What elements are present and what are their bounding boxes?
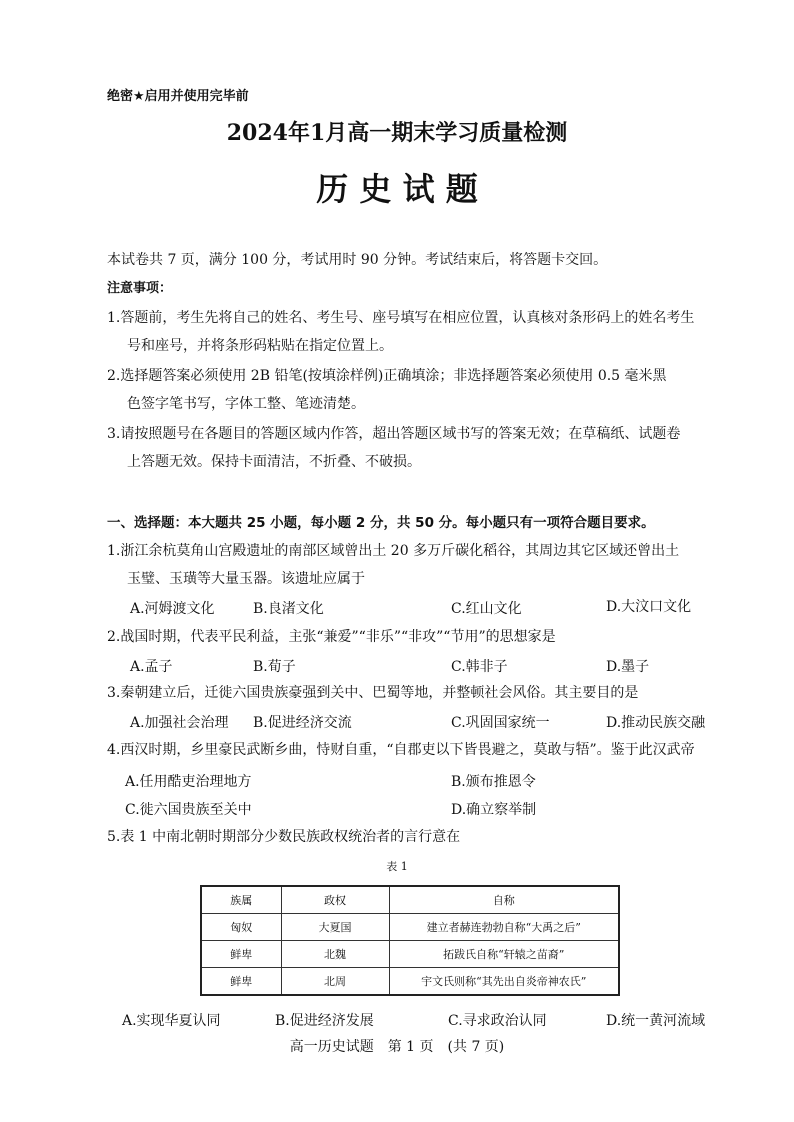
q1-option-d: D.大汶口文化 [606, 599, 692, 615]
table-cell: 鲜卑 [201, 941, 281, 968]
q5-option-d: D.统一黄河流域 [606, 1013, 706, 1029]
question-3: 3.秦朝建立后，迁徙六国贵族豪强到关中、巴蜀等地，并整顿社会风俗。其主要目的是 [107, 685, 639, 701]
note-2: 2.选择题答案必须使用 2B 铅笔(按填涂样例)正确填涂；非选择题答案必须使用 0.5 毫米黑 [107, 368, 667, 384]
table-cell: 宇文氏则称“其先出自炎帝神农氏” [389, 968, 619, 996]
q5-option-c: C.寻求政治认同 [448, 1013, 547, 1029]
q2-option-a: A.孟子 [130, 659, 173, 675]
table-cell: 北周 [281, 968, 389, 996]
header-cell: 族属 [201, 886, 281, 914]
subject-title: 历 史 试 题 [316, 170, 478, 208]
table-cell: 北魏 [281, 941, 389, 968]
q3-option-d: D.推动民族交融 [606, 715, 706, 731]
q1-option-b: B.良渚文化 [253, 601, 324, 617]
section-heading: 一、选择题：本大题共 25 小题，每小题 2 分，共 50 分。每小题只有一项符合题目要求。 [107, 515, 655, 531]
q4-option-c: C.徙六国贵族至关中 [125, 802, 252, 818]
question-2: 2.战国时期，代表平民利益，主张“兼爱”“非乐”“非攻”“节用”的思想家是 [107, 629, 556, 645]
header-cell: 政权 [281, 886, 389, 914]
q4-option-a: A.任用酷吏治理地方 [125, 774, 252, 790]
exam-title: 2024年1月高一期末学习质量检测 [226, 120, 568, 146]
q5-option-b: B.促进经济发展 [275, 1013, 374, 1029]
intro-text: 本试卷共 7 页，满分 100 分，考试用时 90 分钟。考试结束后，将答题卡交回。 [107, 252, 608, 268]
table-1 [200, 885, 620, 996]
question-5: 5.表 1 中南北朝时期部分少数民族政权统治者的言行意在 [107, 829, 461, 845]
note-3: 3.请按照题号在各题目的答题区域内作答，超出答题区域书写的答案无效；在草稿纸、试题卷 [107, 426, 681, 442]
q2-option-d: D.墨子 [606, 659, 650, 675]
note-2-cont: 色签字笔书写，字体工整、笔迹清楚。 [127, 396, 365, 412]
table-cell: 鲜卑 [201, 968, 281, 996]
table-cell: 建立者赫连勃勃自称“大禹之后” [389, 914, 619, 941]
q1-option-c: C.红山文化 [451, 601, 522, 617]
question-1-cont: 玉璧、玉璜等大量玉器。该遗址应属于 [127, 571, 365, 587]
page-footer: 高一历史试题 第 1 页 (共 7 页) [289, 1039, 505, 1055]
note-3-cont: 上答题无效。保持卡面清洁，不折叠、不破损。 [127, 454, 421, 470]
table-row [201, 914, 619, 941]
header-cell: 自称 [389, 886, 619, 914]
q4-option-b: B.颁布推恩令 [451, 774, 536, 790]
notes-title: 注意事项： [107, 281, 173, 296]
question-4: 4.西汉时期，乡里豪民武断乡曲，恃财自重，“自郡吏以下皆畏避之，莫敢与牾”。鉴于此汉武帝 [107, 742, 695, 758]
q5-option-a: A.实现华夏认同 [122, 1013, 221, 1029]
q3-option-a: A.加强社会治理 [130, 715, 229, 731]
note-1-cont: 号和座号，并将条形码粘贴在指定位置上。 [127, 338, 393, 354]
q1-option-a: A.河姆渡文化 [130, 601, 215, 617]
q4-option-d: D.确立察举制 [451, 802, 537, 818]
table-cell: 大夏国 [281, 914, 389, 941]
table-header-row [201, 886, 619, 914]
note-1: 1.答题前，考生先将自己的姓名、考生号、座号填写在相应位置，认真核对条形码上的姓名考生 [107, 310, 695, 326]
table-row [201, 941, 619, 968]
q3-option-b: B.促进经济交流 [253, 715, 352, 731]
table-cell: 拓跋氏自称“轩辕之苗裔” [389, 941, 619, 968]
table-cell: 匈奴 [201, 914, 281, 941]
question-1: 1.浙江余杭莫角山宫殿遗址的南部区域曾出土 20 多万斤碳化稻谷，其周边其它区域还曾出土 [107, 543, 680, 559]
q2-option-b: B.荀子 [253, 659, 296, 675]
q2-option-c: C.韩非子 [451, 659, 508, 675]
q3-option-c: C.巩固国家统一 [451, 715, 550, 731]
table-caption: 表 1 [386, 860, 408, 873]
table-row [201, 968, 619, 996]
confidential-label: 绝密★启用并使用完毕前 [107, 89, 249, 104]
